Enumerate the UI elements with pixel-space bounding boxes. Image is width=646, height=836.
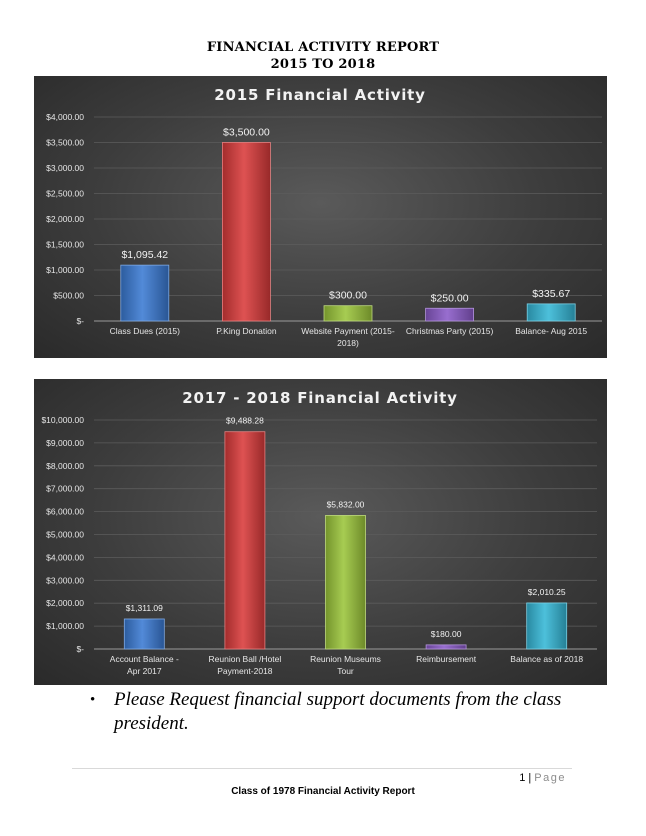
y-tick-label: $7,000.00 — [46, 483, 84, 494]
y-tick-label: $5,000.00 — [46, 529, 84, 540]
footer-divider — [72, 768, 572, 769]
x-tick-label: Reunion Museums Tour — [310, 654, 381, 676]
data-label: $250.00 — [430, 292, 469, 305]
data-label: $1,095.42 — [121, 249, 169, 262]
y-tick-label: $2,000.00 — [46, 598, 84, 609]
y-tick-label: $2,000.00 — [46, 214, 84, 224]
y-tick-label: $3,000.00 — [46, 163, 84, 173]
data-label: $1,311.09 — [125, 602, 163, 613]
y-tick-label: $2,500.00 — [46, 188, 84, 199]
y-tick-label: $500.00 — [53, 290, 84, 301]
y-tick-label: $4,000.00 — [46, 112, 84, 122]
chart-svg — [34, 379, 607, 685]
bar — [527, 603, 567, 649]
x-tick-label: Balance as of 2018 — [510, 654, 584, 664]
bar — [225, 432, 265, 649]
page-number-value: 1 — [519, 772, 526, 784]
chart-title: 2017 - 2018 Financial Activity — [182, 389, 458, 407]
x-tick-label: P.King Donation — [216, 326, 277, 336]
page-number-separator: | — [528, 772, 532, 784]
data-label: $180.00 — [430, 628, 462, 639]
y-tick-label: $8,000.00 — [46, 460, 84, 471]
page-number — [519, 772, 566, 784]
y-tick-label: $4,000.00 — [46, 552, 84, 563]
x-tick-label: Balance- Aug 2015 — [515, 326, 588, 336]
data-label: $2,010.25 — [527, 586, 566, 597]
bar — [326, 515, 366, 649]
y-tick-label: $- — [76, 316, 84, 326]
chart-title: 2015 Financial Activity — [214, 86, 426, 104]
x-tick-label: Account Balance -Apr 2017 — [109, 654, 179, 676]
chart-svg — [34, 76, 607, 358]
bullet-icon: • — [90, 692, 96, 708]
bar — [527, 304, 575, 321]
y-tick-label: $3,500.00 — [46, 137, 84, 148]
y-tick-label: $10,000.00 — [41, 415, 84, 425]
y-tick-label: $1,000.00 — [46, 621, 84, 632]
bar — [426, 308, 474, 321]
page-word: Page — [534, 772, 566, 784]
bar — [426, 645, 466, 649]
bar — [324, 306, 372, 321]
x-tick-label: Reimbursement — [416, 654, 477, 664]
x-tick-label: Reunion Ball /Hotel Payment-2018 — [208, 654, 282, 676]
bar — [121, 265, 169, 321]
x-tick-label: Christmas Party (2015) — [405, 326, 494, 336]
data-label: $335.67 — [532, 287, 571, 300]
bar — [124, 619, 164, 649]
x-tick-label: Website Payment (2015-2018) — [301, 326, 395, 348]
y-tick-label: $- — [76, 644, 84, 654]
x-tick-label: Class Dues (2015) — [109, 326, 180, 336]
note-bullet-item — [90, 688, 590, 736]
y-tick-label: $9,000.00 — [46, 437, 84, 448]
chart-2017-2018-financial-activity — [34, 379, 607, 685]
chart-2015-financial-activity — [34, 76, 607, 358]
data-label: $9,488.28 — [225, 415, 264, 426]
footer-text: Class of 1978 Financial Activity Report — [231, 786, 415, 797]
bar — [222, 143, 270, 322]
y-tick-label: $6,000.00 — [46, 506, 84, 517]
report-subtitle: 2015 TO 2018 — [270, 57, 376, 72]
y-tick-label: $1,000.00 — [46, 265, 84, 275]
data-label: $3,500.00 — [223, 126, 270, 139]
y-tick-label: $1,500.00 — [46, 239, 84, 250]
data-label: $300.00 — [329, 289, 367, 302]
data-label: $5,832.00 — [326, 499, 365, 510]
note-text: Please Request financial support documents from the class president. — [114, 689, 562, 734]
y-tick-label: $3,000.00 — [46, 575, 84, 586]
report-title: FINANCIAL ACTIVITY REPORT — [206, 40, 440, 55]
